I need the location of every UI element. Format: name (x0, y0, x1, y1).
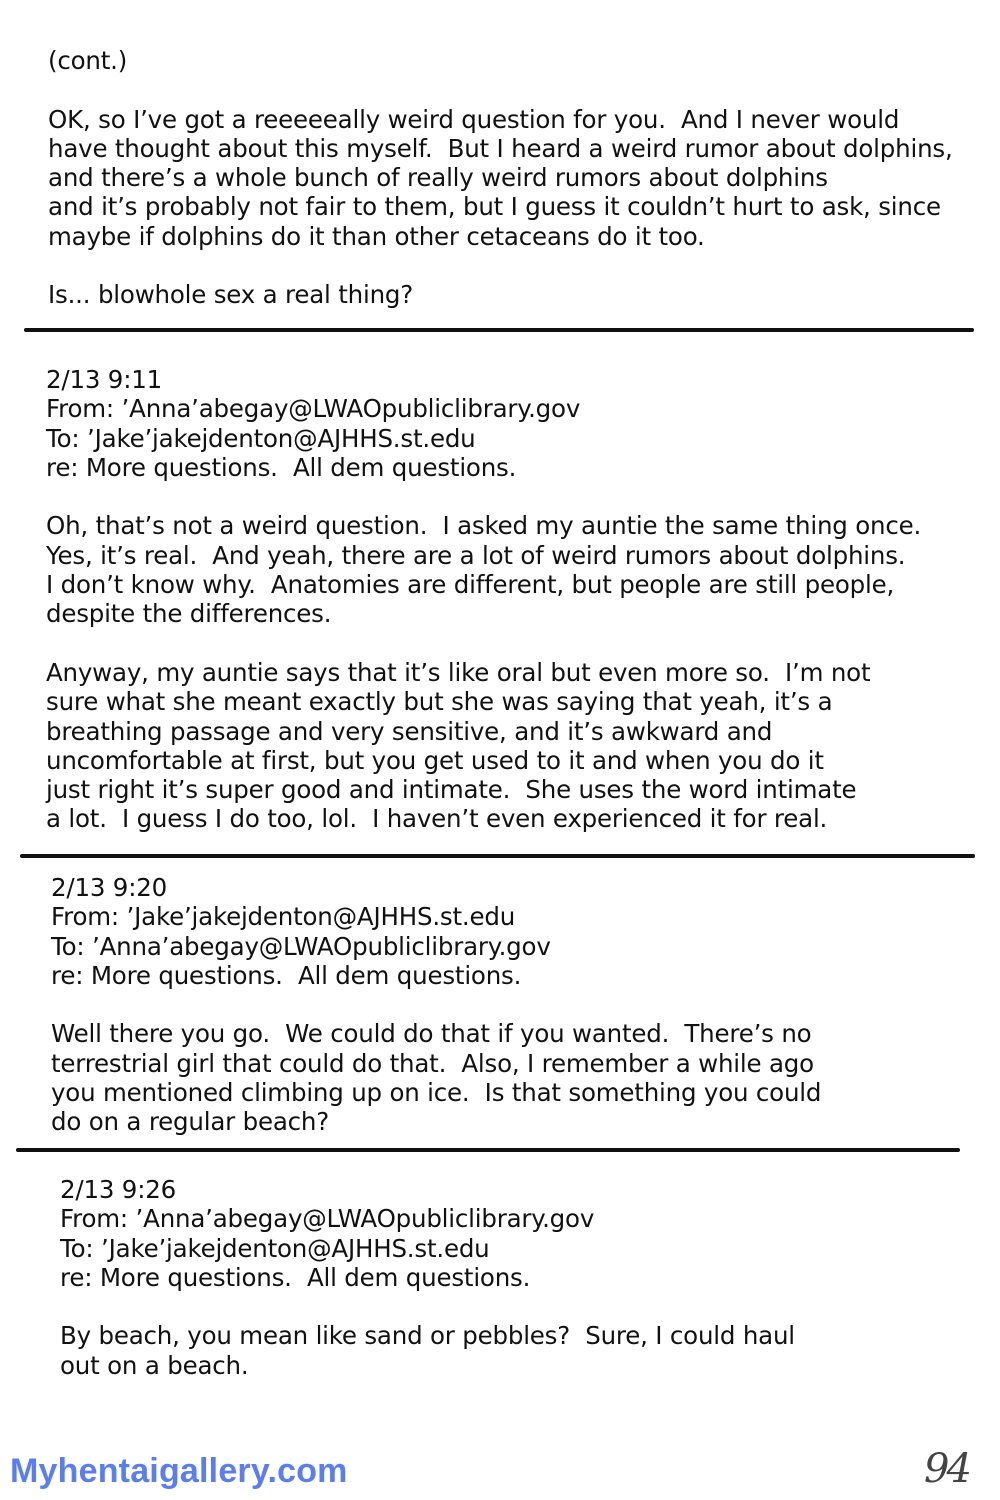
email-date: 2/13 9:20 (51, 873, 168, 902)
email-to: To: ’Jake’jakejdenton@AJHHS.st.edu (46, 423, 476, 453)
email-body-line: Anyway, my auntie says that it’s like oral but even more so. I’m not (46, 657, 871, 687)
email-body-line: Yes, it’s real. And yeah, there are a lot of weird rumors about dolphins. (46, 540, 906, 570)
intro-block (48, 46, 953, 310)
email-from: From: ’Anna’abegay@LWAOpubliclibrary.gov (60, 1204, 595, 1234)
intro-question: Is... blowhole sex a real thing? (48, 280, 414, 310)
email-body-line: breathing passage and very sensitive, and it’s awkward and (46, 716, 773, 746)
email-date: 2/13 9:11 (46, 365, 163, 394)
divider (16, 1148, 960, 1152)
email-body-line: Oh, that’s not a weird question. I asked my auntie the same thing once. (46, 511, 922, 541)
email-from: From: ’Anna’abegay@LWAOpubliclibrary.gov (46, 394, 581, 424)
divider (24, 328, 974, 332)
email-body-line: terrestrial girl that could do that. Also, I remember a while ago (51, 1048, 814, 1078)
email-message (46, 365, 921, 834)
email-subject: re: More questions. All dem questions. (51, 960, 522, 990)
email-to: To: ’Jake’jakejdenton@AJHHS.st.edu (60, 1233, 490, 1263)
email-subject: re: More questions. All dem questions. (46, 452, 517, 482)
intro-line: OK, so I’ve got a reeeeeally weird question for you. And I never would (48, 104, 900, 134)
intro-line: and there’s a whole bunch of really weird rumors about dolphins (48, 163, 828, 193)
intro-line: maybe if dolphins do it than other cetaceans do it too. (48, 221, 705, 251)
email-body-line: out on a beach. (60, 1350, 249, 1380)
email-body-line: do on a regular beach? (51, 1107, 330, 1137)
email-message (60, 1175, 795, 1380)
email-body-line: sure what she meant exactly but she was saying that yeah, it’s a (46, 687, 833, 717)
email-body-line: By beach, you mean like sand or pebbles? Sure, I could haul (60, 1321, 795, 1351)
email-message (51, 873, 821, 1137)
continued-label: (cont.) (48, 46, 128, 75)
email-to: To: ’Anna’abegay@LWAOpubliclibrary.gov (51, 931, 551, 961)
email-body-line: uncomfortable at first, but you get used to it and when you do it (46, 745, 824, 775)
intro-line: have thought about this myself. But I heard a weird rumor about dolphins, (48, 133, 953, 163)
email-body-line: just right it’s super good and intimate. She uses the word intimate (46, 775, 857, 805)
watermark: Myhentaigallery.com (10, 1452, 348, 1490)
email-body-line: you mentioned climbing up on ice. Is that something you could (51, 1078, 822, 1108)
email-date: 2/13 9:26 (60, 1175, 177, 1204)
email-body-line: a lot. I guess I do too, lol. I haven’t even experienced it for real. (46, 804, 828, 834)
page-number: 94 (924, 1446, 969, 1492)
email-from: From: ’Jake’jakejdenton@AJHHS.st.edu (51, 902, 516, 932)
email-body-line: Well there you go. We could do that if you wanted. There’s no (51, 1019, 812, 1049)
email-body-line: despite the differences. (46, 599, 332, 629)
intro-line: and it’s probably not fair to them, but I guess it couldn’t hurt to ask, since (48, 192, 941, 222)
email-subject: re: More questions. All dem questions. (60, 1262, 531, 1292)
email-body-line: I don’t know why. Anatomies are different, but people are still people, (46, 570, 895, 600)
divider (20, 854, 975, 858)
